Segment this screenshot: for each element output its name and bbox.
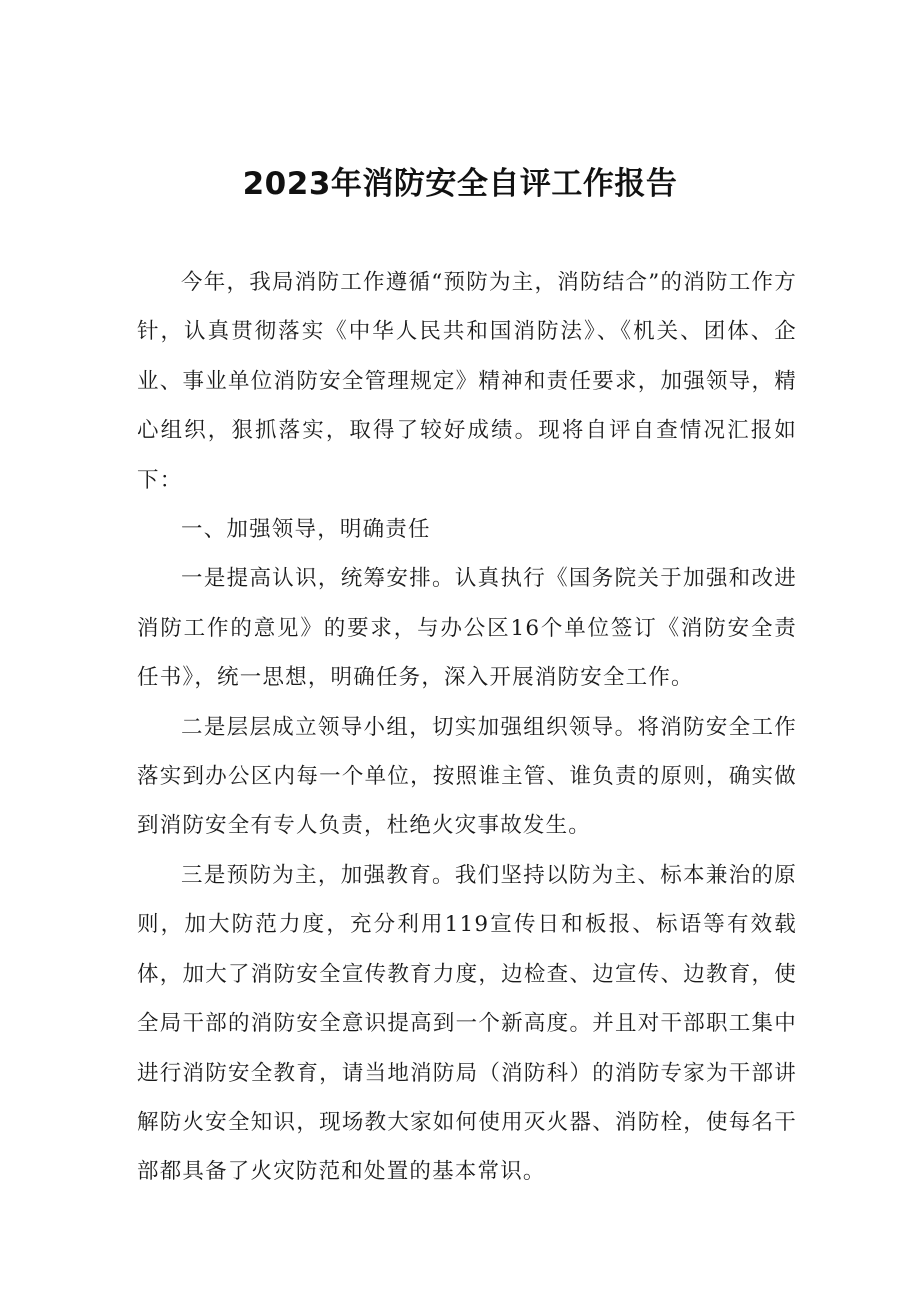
document-body bbox=[137, 258, 797, 1197]
section-heading-1: 一、加强领导，明确责任 bbox=[181, 517, 431, 543]
paragraph-point-3: 三是预防为主，加强教育。我们坚持以防为主、标本兼治的原则，加大防范力度，充分利用119宣传日和板报、标语等有效载体，加大了消防安全宣传教育力度，边检查、边宣传、边教育，使全局干部的消防安全意识提高到一个新高度。并且对干部职工集中进行消防安全教育，请当地消防局（消防科）的消防专家为干部讲解防火安全知识，现场教大家如何使用灭火器、消防栓，使每名干部都具备了火灾防范和处置的基本常识。 bbox=[137, 862, 797, 1185]
paragraph-intro: 今年，我局消防工作遵循“预防为主，消防结合”的消防工作方针，认真贯彻落实《中华人民共和国消防法》、《机关、团体、企业、事业单位消防安全管理规定》精神和责任要求，加强领导，精心组织，狠抓落实，取得了较好成绩。现将自评自查情况汇报如下： bbox=[137, 270, 797, 493]
paragraph-point-1: 一是提高认识，统筹安排。认真执行《国务院关于加强和改进消防工作的意见》的要求，与办公区16个单位签订《消防安全责任书》，统一思想，明确任务，深入开展消防安全工作。 bbox=[137, 566, 797, 691]
paragraph-point-2: 二是层层成立领导小组，切实加强组织领导。将消防安全工作落实到办公区内每一个单位，按照谁主管、谁负责的原则，确实做到消防安全有专人负责，杜绝火灾事故发生。 bbox=[137, 714, 797, 839]
document-title: 2023年消防安全自评工作报告 bbox=[242, 166, 678, 202]
